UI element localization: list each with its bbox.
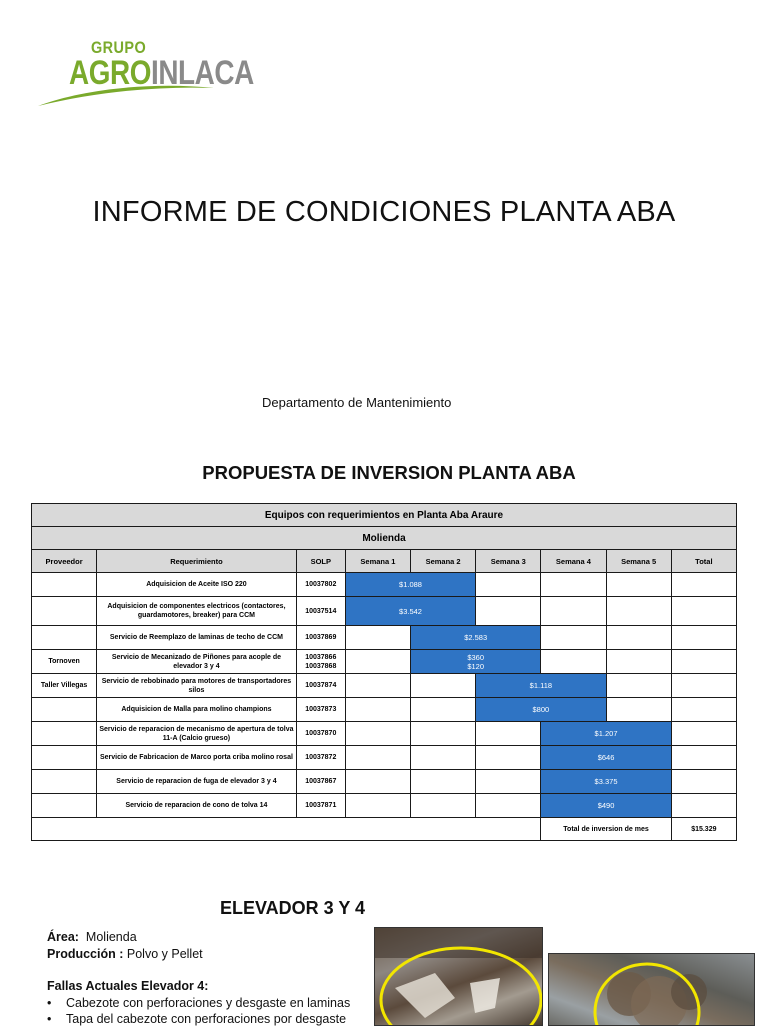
list-item [47,995,350,1012]
empty-cell [476,746,541,770]
table-title: Equipos con requerimientos en Planta Aba Araure [32,504,737,527]
cell-proveedor [32,597,97,626]
col-header: Proveedor [32,550,97,573]
logo-agro-text: AGRO [69,54,151,92]
cell-proveedor [32,794,97,818]
table-area: Molienda [32,527,737,550]
highlight-circle-icon [375,928,542,1025]
empty-cell [345,794,410,818]
schedule-bar: $646 [541,746,671,770]
table-row [32,722,737,746]
empty-cell [411,674,476,698]
empty-cell [671,794,736,818]
empty-cell [345,722,410,746]
table-row [32,573,737,597]
schedule-bar [411,650,541,674]
cell-requerimiento: Adquisicion de componentes electricos (contactores, guardamotores, breaker) para CCM [97,597,297,626]
empty-cell [345,650,410,674]
schedule-bar: $1.118 [476,674,606,698]
table-row [32,626,737,650]
production-line [47,946,350,963]
empty-cell [671,698,736,722]
empty-cell [671,770,736,794]
table-row [32,698,737,722]
empty-cell [606,597,671,626]
empty-cell [411,746,476,770]
company-logo [36,38,254,110]
faults-title [47,978,350,995]
cell-proveedor: Tornoven [32,650,97,674]
fault-text: Cabezote con perforaciones y desgaste en laminas [66,995,351,1010]
logo-inlaca-text: INLACA [151,54,254,92]
solp-line: 10037866 [305,653,337,661]
empty-cell [345,746,410,770]
cell-solp: 10037870 [296,722,345,746]
faults-label: Fallas Actuales Elevador 4: [47,979,209,993]
col-header: Semana 1 [345,550,410,573]
bar-amount: $360 [467,652,485,662]
cell-requerimiento: Adquisicion de Malla para molino champions [97,698,297,722]
schedule-bar: $3.375 [541,770,671,794]
production-label: Producción : [47,946,124,961]
section-title: ELEVADOR 3 Y 4 [220,898,366,918]
fault-text: Tapa del cabezote con perforaciones por desgaste [66,1012,347,1026]
cell-requerimiento: Servicio de reparacion de mecanismo de apertura de tolva 11-A (Calcio grueso) [97,722,297,746]
elevator-photo-1 [374,927,543,1026]
table-row [32,794,737,818]
cell-requerimiento: Servicio de Mecanizado de Piñones para acople de elevador 3 y 4 [97,650,297,674]
area-label: Área: [47,930,79,944]
empty-cell [411,722,476,746]
schedule-bar: $490 [541,794,671,818]
investment-table [31,503,737,841]
empty-cell [541,573,606,597]
empty-cell [541,650,606,674]
cell-solp: 10037514 [296,597,345,626]
table-row [32,674,737,698]
empty-cell [411,794,476,818]
cell-proveedor [32,722,97,746]
empty-cell [671,674,736,698]
empty-cell [606,626,671,650]
empty-cell [345,674,410,698]
empty-cell [345,770,410,794]
empty-cell [541,626,606,650]
section-info [47,929,350,1028]
cell-solp: 10037867 [296,770,345,794]
highlight-circle-icon [549,954,754,1025]
empty-cell [345,626,410,650]
schedule-bar: $1.088 [345,573,475,597]
cell-requerimiento: Servicio de rebobinado para motores de transportadores silos [97,674,297,698]
cell-requerimiento: Servicio de Fabricacion de Marco porta criba molino rosal [97,746,297,770]
empty-cell [32,818,541,841]
empty-cell [476,770,541,794]
table-row [32,650,737,674]
area-value: Molienda [85,930,137,944]
schedule-bar: $3.542 [345,597,475,626]
cell-proveedor [32,698,97,722]
col-header: Semana 4 [541,550,606,573]
empty-cell [606,674,671,698]
cell-solp: 10037869 [296,626,345,650]
cell-requerimiento: Servicio de Reemplazo de laminas de techo de CCM [97,626,297,650]
total-row [32,818,737,841]
production-value: Polvo y Pellet [126,946,203,961]
cell-requerimiento: Servicio de reparacion de cono de tolva 14 [97,794,297,818]
empty-cell [606,650,671,674]
cell-proveedor [32,770,97,794]
schedule-bar: $2.583 [411,626,541,650]
total-label: Total de inversion de mes [541,818,671,841]
empty-cell [606,698,671,722]
col-header: Semana 5 [606,550,671,573]
empty-cell [671,573,736,597]
empty-cell [345,698,410,722]
table-row [32,746,737,770]
col-header: Semana 2 [411,550,476,573]
empty-cell [671,597,736,626]
logo-swoosh-icon [36,80,216,110]
proposal-title: PROPUESTA DE INVERSION PLANTA ABA [202,462,576,483]
schedule-bar: $1.207 [541,722,671,746]
cell-solp: 10037872 [296,746,345,770]
empty-cell [671,746,736,770]
cell-proveedor: Taller Villegas [32,674,97,698]
empty-cell [476,794,541,818]
cell-solp [296,650,345,674]
bar-amount: $120 [467,661,485,671]
table-row [32,770,737,794]
total-value: $15.329 [671,818,736,841]
empty-cell [476,597,541,626]
cell-requerimiento: Servicio de reparacion de fuga de elevador 3 y 4 [97,770,297,794]
cell-proveedor [32,626,97,650]
area-line [47,929,350,946]
empty-cell [671,722,736,746]
bullet-icon: • [47,1012,52,1026]
cell-requerimiento: Adquisicion de Aceite ISO 220 [97,573,297,597]
col-header: Requerimiento [97,550,297,573]
empty-cell [411,770,476,794]
cell-proveedor [32,573,97,597]
bullet-icon: • [47,995,52,1010]
empty-cell [476,573,541,597]
cell-solp: 10037874 [296,674,345,698]
department-label: Departamento de Mantenimiento [262,395,452,410]
cell-solp: 10037871 [296,794,345,818]
cell-solp: 10037873 [296,698,345,722]
logo-grupo-text: GRUPO [91,38,147,57]
faults-list [47,995,350,1028]
empty-cell [606,573,671,597]
cell-proveedor [32,746,97,770]
list-item [47,1011,350,1028]
empty-cell [671,650,736,674]
col-header: Total [671,550,736,573]
empty-cell [671,626,736,650]
solp-line: 10037868 [305,662,337,670]
schedule-bar: $800 [476,698,606,722]
cell-solp: 10037802 [296,573,345,597]
spacer [47,962,350,978]
col-header: SOLP [296,550,345,573]
table-row [32,597,737,626]
empty-cell [411,698,476,722]
col-header: Semana 3 [476,550,541,573]
empty-cell [476,722,541,746]
elevator-photo-2 [548,953,755,1026]
document-title: INFORME DE CONDICIONES PLANTA ABA [92,196,676,228]
empty-cell [541,597,606,626]
